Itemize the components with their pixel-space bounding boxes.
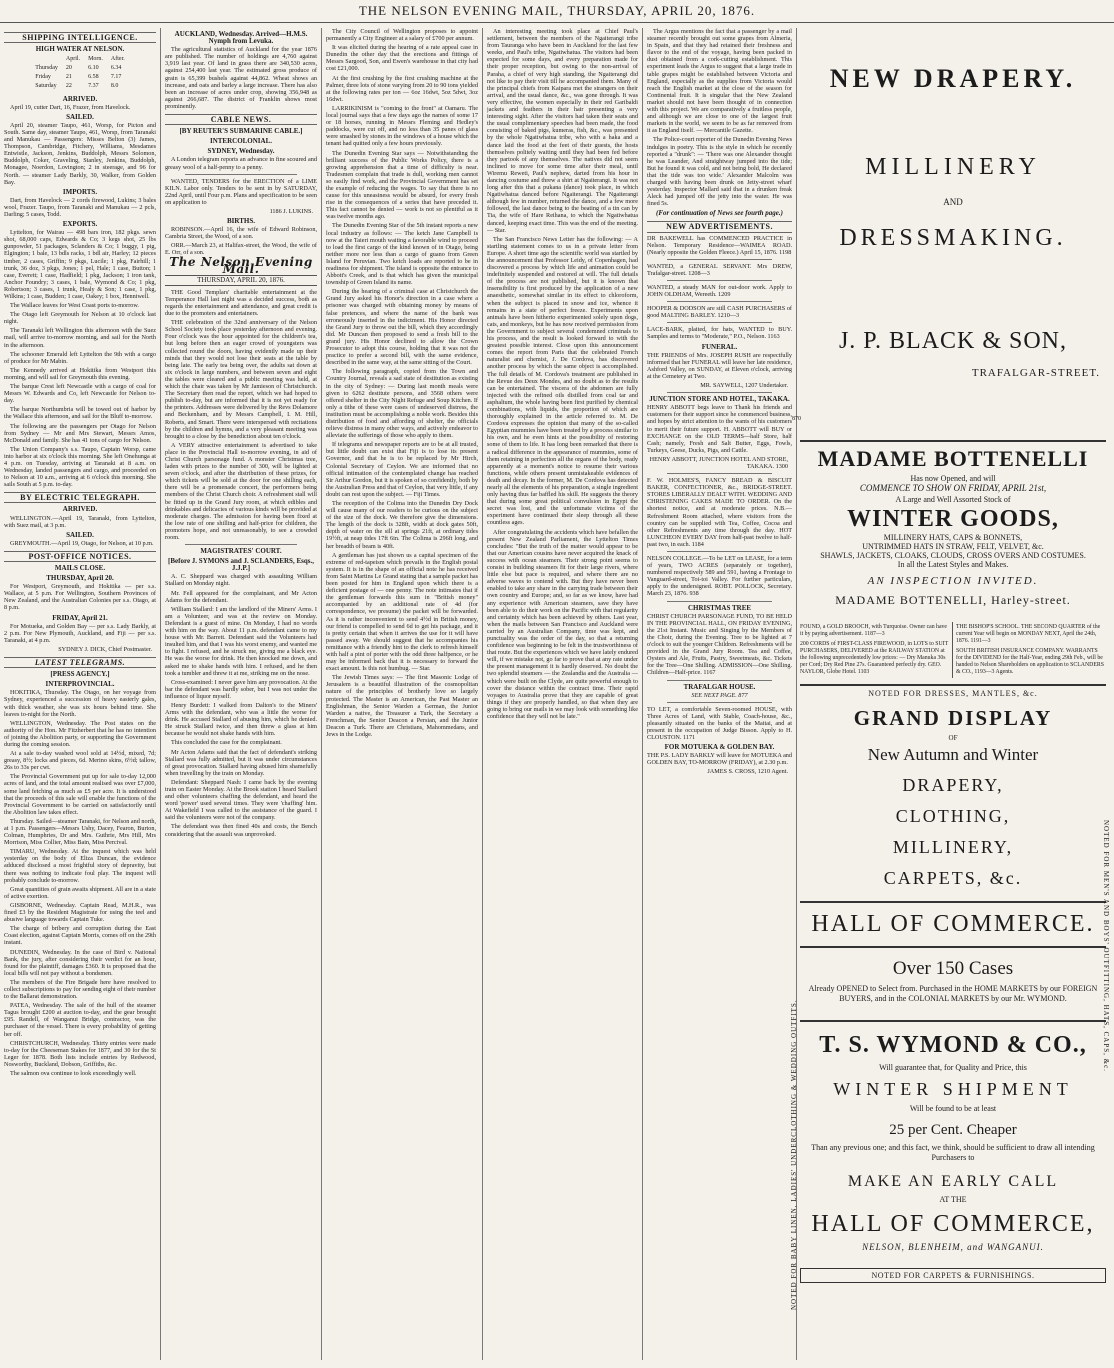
tide-cell: 6.58: [88, 74, 99, 81]
paragraph: For Motueka, and Golden Bay — per s.s. Lady Barkly, at 2 p.m. For New Plymouth, Auckland, and Fiji — per s.s. Taranaki, at 4 p.m.: [4, 622, 156, 644]
small-ads-left: [800, 624, 948, 676]
tide-header-cell: April.: [65, 56, 81, 63]
subheading: CHRISTMAS TREE: [687, 603, 752, 612]
ad-advertiser: T. S. WYMOND & CO.,: [800, 1020, 1106, 1059]
paragraph: A gentleman has just shown us a capital specimen of the extreme of red-tapeism which prevails in the English postal system. It is in the shape of an official note he has received from Saint Martins Le Grand stating that a sample packet has been posted for him in England upon which there is a deficient postage of — one penny. The note intimates that if the gentleman forwards this sum in "British money" accompanied by an additional rate of 4d (for correspondence, we presume) the packet will be forwarded. As it is rather inconvenient to send 4½d in British money, our friend is compelled to send 6d to get his package, and it is pretty certain that when it arrives the use for it will have passed away. We should suggest that he accompanies his remittance with a friendly hint to the clerk to refresh himself with half a pint of porter with the odd three halfpence, or he may be informed back that it is necessary to forward the exact amount. Is this not humbug. — Star.: [326, 551, 478, 673]
continuation-note: (For continuation of News see fourth page.): [656, 209, 783, 218]
ad-line: WINTER GOODS,: [847, 506, 1059, 532]
paragraph: ROBINSON.—April 16, the wife of Edward Robinson, Cambria Street, the Wood, of a son.: [165, 226, 317, 241]
ad-body: Will be found to be at least: [909, 1104, 997, 1113]
paragraph: The Police-court reporter of the Dunedin Evening News indulges in poetry. This is the style in which he recently reported a "drunk": — 'There was one Alexander thought he was Leander, And straightway jumped into the tide; But he found it was cold, and not being bold, He declared that the tide was too wide.' Alexander Malcolm was charged with having been drunk on Jetty-street wharf yesterday. Inspector Mallard said that in a drunken freak Aleck had jumped off the jetty into the water. He was fined 5s.: [647, 136, 792, 208]
classified-ad: LACE-BARK, plaited, for hats, WANTED to BUY. Samples and terms to "Moderate," P.O., Nelson. 1163: [647, 326, 792, 341]
ship-notes: [4, 302, 156, 488]
column-news: [326, 28, 478, 1360]
subheading: BIRTHS.: [227, 217, 255, 226]
paragraph: GISBORNE, Wednesday. Captain Read, M.H.R., was fined £3 by the Resident Magistrate for using the teel and abusive language towards Captain Tuke.: [4, 901, 156, 924]
paragraph: The schooner Emerald left Lyttelton the 9th with a cargo of produce for Mr Mabin.: [4, 350, 156, 365]
classified-ad: FOUND, a GOLD BROOCH, with Turquoise. Owner can have it by paying advertisement. 1187—3: [800, 624, 948, 637]
ad-bottenelli: [800, 440, 1106, 622]
ad-line: MILLINERY,: [892, 837, 1014, 857]
classified-ad: TO LET, a comfortable Seven-roomed HOUSE, with Three Acres of Land, with Stable, Coach-house, &c., pleasantly situated on the banks of the Maitai, and at present in the occupation of Judge Bisson. Apply to H. CLOUSTON. 1171: [647, 705, 792, 742]
ad-hall-of-commerce: [800, 684, 1106, 1356]
classified-ad: THE FRIENDS of Mrs. JOSEPH RUSH are respectfully informed that her FUNERAL will leave her late residence, Ashford Valley, on SUNDAY, at Eleven o'clock, arriving at the Cemetery at Two.: [647, 351, 792, 380]
divider: [667, 280, 772, 281]
tide-table: [30, 54, 130, 92]
paragraph: Great quantities of grain awaits shipment. All are in a state of active exertion.: [4, 885, 156, 900]
paragraph: The Taranaki left Wellington this afternoon with the Suez mail, will arrive to-morrow morning, and sail for the North in the afternoon.: [4, 327, 156, 349]
tide-cell: Thursday: [35, 65, 58, 72]
editorial-masthead: The Nelson Evening Mail.: [169, 254, 313, 276]
subheading: SAILED.: [66, 530, 94, 539]
divider: [667, 702, 772, 703]
ad-line: NELSON, BLENHEIM, and WANGANUI.: [862, 1242, 1044, 1252]
ad-footer: NOTED FOR CARPETS & FURNISHINGS.: [800, 1268, 1106, 1283]
small-ads-right: [956, 624, 1104, 676]
paragraph: The following are the passengers per Otago for Nelson from Sydney — Mr and Mrs Stewart, Messrs Amos, McDonald and family. She has 41 tons of cargo for Nelson.: [4, 422, 156, 444]
ad-line: WINTER SHIPMENT: [833, 1079, 1073, 1099]
paragraph: The reception of the Colima into the Dunedin Dry Dock will cause many of our readers to be curious on the subject of the size of the dock. We therefore give the dimensions. The length of the dock is 328ft, width at dock gates 50ft, depth of water on the sill at springs 21ft, at ordinary tides 19½ft, at neap tides 17ft 6in. The Colima is 296ft long, and her breadth of beam is 40ft.: [326, 500, 478, 550]
column-rule: [952, 622, 953, 678]
paragraph: The salmon ova continue to look exceedingly well.: [10, 1070, 137, 1077]
paragraph: Thursday. Sailed—steamer Taranaki, for Nelson and north, at 1 p.m. Passengers—Messrs Ushy, Dacey, Fearon, Burton, Colman, Humphries, Dr and Mrs. Guthrie, Mrs Hill, Mrs Morrison, Miss Collier, Miss Bain, Miss Percival.: [4, 817, 156, 847]
divider: [667, 301, 772, 302]
column-advertisements: [647, 28, 792, 1360]
subheading: FOR MOTUEKA & GOLDEN BAY.: [664, 743, 775, 752]
paragraph: The Jewish Times says: — The first Masonic Lodge of Jerusalem is a beautiful illustration of the cosmopolitan nature of the principles of brotherly love so largely protected. The Master is an American, the Past Master an Englishman, the Senior Warden a German, the Junior Warden a native, the Treasurer a Turk, the Secretary a Frenchman, the Senior Deacon a Persian, and the Junior Deacon a Turk. There are Christians, Mahommedans, and Jews in the Lodge.: [326, 674, 478, 738]
ad-line: CLOTHING,: [895, 806, 1011, 826]
subheading: THURSDAY, April 20.: [46, 574, 114, 583]
signature: JAMES S. CROSS, 1210 Agent.: [707, 768, 788, 776]
section-heading: LATEST TELEGRAMS.: [4, 657, 156, 668]
tide-header-cell: [32, 56, 61, 63]
ad-line: Has now Opened, and will: [910, 474, 996, 483]
classified-ad: THE BISHOP'S SCHOOL. THE SECOND QUARTER of the current Year will begin on MONDAY NEXT, April the 24th, 1876. 1191—3: [956, 624, 1101, 644]
divider: [667, 392, 772, 393]
tide-cell: 21: [65, 74, 72, 81]
ad-headline: NEW DRAPERY.: [829, 64, 1077, 93]
ad-body: Already OPENED to Select from. Purchased in the HOME MARKETS by our FOREIGN BUYERS, and in the COLONIAL MARKETS by our Mr. WYMOND.: [808, 984, 1098, 1003]
ad-line: MILLINERY: [865, 154, 1041, 180]
classified-ad: HENRY ABBOTT begs leave to Thank his friends and customers for their support since he commenced business, and hopes by strict attention to the wants of his customers to merit their future support. H. ABBOTT will BUY or EXCHANGE on the OLD TERMS—half Store, half Cash; namely, Fresh and Salt Butter, Eggs, Fowls, Turkeys, Geese, Ducks, Pigs, and Cattle.: [647, 404, 792, 454]
paragraph: After congratulating the accidents which have befallen the present New Zealand Parliament, the Lyttelton Times concludes: "But the truth of the matter would appear to be that our American cousins have never acquired the knack of success with ocean steamers. Their strong point seems to consist in building steamers fit for their large rivers, where little else but pace is required, and where there are no adverse waves to contend with. But they have never been enabled to take any share in the carrying trade between their own country and Europe; and, so far as we know, have had any experience with American steamers, save they have been able to do their work on the Pacific with that regularity and certainty which has been achieved by others. Last year, when the mails between San Francisco and Auckland were carried by an Australian Company, time was kept, and punctuality was the order of the day, so that a returning confidence was beginning to be felt in the trustworthiness of that route. But the experiences which we have lately endured will, if we mistake not, go far to prove that at any rate under the present management it is hardly deserved. No doubt the two splendid steamers — the Zealandia and the Australia — which were built on the Clyde, are quite powerful enough to cover the distance within the contract time. Their rapid voyages to Australia prove that they are capable of great things if they are properly handled, so that when they are going to bring our mails in we may look with something like confidence that they will not be late.": [487, 528, 638, 720]
ad-number: 870: [792, 416, 801, 422]
divider: [667, 680, 772, 681]
paragraph: The Wallace leaves for West Coast ports to-morrow.: [10, 302, 139, 310]
paragraph: The members of the Fire Brigade here have resolved to collect subscriptions to pay for sending eight of their number to the Ballarat demonstration.: [4, 978, 156, 1001]
paragraph: HOKITIKA, Thursday. The Otago, on her voyage from Sydney, experienced a succession of heavy easterly gales, with thick weather, she was six hours behind time. She leaves to-night for the North.: [4, 689, 156, 718]
paragraph: The Provincial Government put up for sale to-day 12,000 acres of land, and the total amount realised was over £7,000, some land fetching as much as £5 per acre. It is understood that the proceeds of this sale will enable the functions of the Provincial Government to be carried on satisfactorily until the Abolition law takes effect.: [4, 773, 156, 816]
paragraph: The defendant was then fined 40s and costs, the Bench considering that the assault was unprovoked.: [165, 823, 317, 838]
tide-header-cell: After.: [110, 56, 125, 63]
paragraph: The Otago left Greymouth for Nelson at 10 o'clock last night.: [4, 311, 156, 326]
paragraph: William Stallard: I am the landlord of the Miners' Arms. I am a Volunteer, and was at the review on Monday. Defendant is a guest of mine. On Monday, I had no words with him on the way. About 11 p.m. defendant came to my house with Mr. Barrett. Defendant said the Volunteers had insulted him, and that I was his worst enemy, and wanted me to fight. I refused, and he struck me, giving me a black eye. He was the worse for drink. He then knocked me down, and asked me to shake hands with him. I refused, and he then took a tumbler and threw it at me, striking me on the nose.: [165, 605, 317, 677]
column-shipping: [4, 28, 156, 1360]
paragraph: April 20, steamer Taupo, 461, Worsp, for Picton and South. Same day, steamer Taupo, 461, Worsp, from Taranaki and Manukau — Passengers: Misses Belton (3) James, Thompson, Cambridge, Fitchery, Williams, Mesdames Entwistle, Jackson, Jenkins, Buddolph, Messrs Solomon, Buddolph, Coker, Graveling, Stanley, Jenkins, Buddolph, Monagee, Noerdon, Lovington; 2 in steerage, and 96 for North. — steamer Lady Barkly, 30, Walker, from Golden Bay.: [4, 121, 156, 186]
tide-cell: 20: [65, 65, 72, 72]
classified-ad: THE P.S. LADY BARKLY will leave for MOTUEKA and GOLDEN BAY, TO-MORROW (FRIDAY), at 2.30 p.m.: [647, 752, 792, 767]
ad-line: New Autumn and Winter: [867, 745, 1039, 764]
signature: MR. SAYWELL, 1207 Undertaker.: [700, 382, 788, 390]
subheading: AUCKLAND, Wednesday. Arrived—H.M.S. Nymph from Levuka.: [174, 30, 308, 46]
paragraph: The agricultural statistics of Auckland for the year 1876 are published. The number of holdings are 4,760 against 3,919 last year. Of land in grass there are 340,530 acres, against 254,400 last year. The estimated gross produce of grain is 65,399 bushels against 44,862. Wheat shows an increase, and oats and barley a large increase. There has also been an increase of acres under crop, showing 356,948 as against 266,687. The district of Franklin shows most prominently.: [165, 46, 317, 110]
classified-ad: WANTED, a steady MAN for out-door work. Apply to JOHN OLDHAM, Wereeth. 1209: [647, 284, 792, 299]
paragraph: THE celebration of the 32nd anniversary of the Nelson School Society took place yesterday afternoon and evening. Four o'clock was the hour appointed for the children's tea, but long before then an eager crowd of youngsters was collected round the doors, having evidently made up their minds that they would not lose their seats at the table by being late. The early tea being over, the adults sat down at six o'clock in large numbers, and between seven and eight the tables were cleared and a public meeting was held, at which the chair was taken by Mr Jamieson of Christchurch. The Secretary then read the report, which we had hoped to publish to-day, but are informed that it is not yet ready for the printers. Addresses were delivered by the Revs Dolamore and Beckenham, and by Messrs Campbell, I. M. Hill, Roberts, and Smart. There were interspersed with recitations by the children and hymns, and a very pleasant meeting was brought to a close by the benediction about ten o'clock.: [165, 319, 317, 440]
ad-advertiser: MADAME BOTTENELLI, Harley-street.: [835, 593, 1071, 607]
ad-line: MAKE AN EARLY CALL: [847, 1173, 1059, 1190]
paragraph: WELLINGTON, Wednesday. The Post states on the authority of the Hon. Mr Fitzherbert that he has no intention of joining the Abolition party, or supporting the Government during the coming session.: [4, 719, 156, 748]
tide-cell: 7.17: [110, 74, 122, 81]
divider: [667, 473, 772, 474]
small-ads: [800, 622, 1106, 678]
subheading: [PRESS AGENCY.]: [50, 670, 110, 679]
ad-body: AT THE: [939, 1195, 967, 1204]
subheading: MAGISTRATES' COURT.: [200, 547, 282, 556]
signature: SYDNEY J. DICK, Chief Postmaster.: [58, 645, 152, 653]
ad-address: TRAFALGAR-STREET.: [971, 367, 1100, 379]
tide-header-row: [32, 56, 128, 63]
tide-row: [32, 65, 128, 72]
classified-ad: CHRIST CHURCH PARSONAGE FUND, TO BE HELD IN THE PROVINCIAL HALL, ON FRIDAY EVENING, the 21st Instant. Music and Singing by the Members of the Choir, during the Evening. Tree to be lighted at 7 o'clock to suit the younger Children. Refreshments will be provided in the Grand Jury Room. Tea and Coffee, Oysters and Ale, Fruits, Pastry, Sweetmeats, &c. Tickets for the Tree—One Shilling. ADMISSION—One Shilling. Children—Half-price. 1167: [647, 612, 792, 677]
tide-cell: Saturday: [35, 83, 57, 90]
masthead: [0, 0, 1114, 23]
paragraph: The Union Company's s.s. Taupo, Captain Worsp, came into harbor at six o'clock this morning. She left Onehunga at 4 p.m. on Tuesday, arriving at Taranaki at 8 a.m. on Wednesday, landed passengers and cargo, and proceeded on to Nelson at 10 a.m., arriving at 6 o'clock this morning. She sails South at 5 p.m. to-day.: [4, 445, 156, 489]
ad-line: DRESSMAKING.: [839, 225, 1067, 251]
paragraph: The Dunedin Evening Star of the 5th instant reports a new local industry as follows: — The ketch Jane Campbell is now at the Taieri mouth waiting a favorable wind to proceed to load the first cargo of the kind known of in Otago, being neither more nor less than a cargo of guano from Green Island for Peruvian. Two ketch loads are reported to be in readiness for shipment. The island is opposite the entrance to Abbott's Creek, and is that which has given the municipal township of Green Island its name.: [326, 222, 478, 287]
divider: [185, 174, 297, 175]
subheading: IMPORTS.: [62, 187, 98, 196]
paragraph: Defendant: Sheppard Nash: I came back by the evening train on Easter Monday. At the Brook station I heard Stallard and other volunteers chaffing the defendant, and heard the word 'power' used several times. They were 'chaffing' him. At Wakefield I was called to the assistance of the guard. I said the volunteers were not of the company.: [165, 778, 317, 822]
paragraph: Henry Burdett: I walked from Dalton's to the Miners' Arms with the defendant, who was a little the worse for drink. He accused Stallard of abusing him, which he denied. He struck Stallard twice, and then threw a glass at him because he would not shake hands with him.: [165, 701, 317, 738]
ad-line: In all the Latest Styles and Makes.: [897, 560, 1009, 569]
column-news-2: [487, 28, 638, 1360]
ad-headline: HALL OF COMMERCE,: [811, 1211, 1095, 1237]
paragraph: Mr. Fell appeared for the complainant, and Mr Acton Adams for the defendant.: [165, 589, 317, 604]
ad-line: AN INSPECTION INVITED.: [867, 575, 1039, 587]
paragraph: The City Council of Wellington proposes to appoint permanently a City Engineer at a salary of £700 per annum.: [326, 28, 478, 43]
classified-ad: WANTED, a GENERAL SERVANT. Mrs DREW, Trafalgar-street. 1208—3: [647, 262, 792, 277]
tide-cell: 6.34: [110, 65, 122, 72]
paragraph: PATEA, Wednesday. The sale of the hull of the steamer Tagus brought £200 at auction to-day, and the gear brought £95. Randell, of Wanganui Bridge, contractor, was the purchaser of the vessel. There is every probability of getting her off.: [4, 1002, 156, 1038]
ad-headline: HALL OF COMMERCE.: [800, 901, 1106, 948]
paragraph: Mr Acton Adams said that the fact of defendant's striking Stallard was fully admitted, but it was under circumstances of great provocation. Stallard having abused him shamefully when travelling by the train on Monday.: [165, 748, 317, 777]
paragraph: April 19, cutter Dart, 16, Frazer, from Havelock.: [10, 103, 131, 111]
tide-row: [32, 74, 128, 81]
ad-line: NOTED FOR DRESSES, MANTLES, &c.: [868, 689, 1038, 698]
masthead-title: THE NELSON EVENING MAIL, THURSDAY, APRIL 20, 1876.: [358, 3, 756, 18]
signature: HENRY ABBOTT, JUNCTION HOTEL AND STORE, TAKAKA. 1300: [649, 455, 788, 470]
paragraph: WELLINGTON.—April 19, Taranaki, from Lyttelton, with Suez mail, at 3 p.m.: [4, 514, 156, 529]
paragraph: The Dunedin Evening Star says — Notwithstanding the brilliant success of the Public Works Policy, there is a growing apprehension that a time of difficulty is near. Tradesmen complain that trade is dull, working men cannot so easily find work, and the Provincial Government has set the example of reducing the wages. To say that there is no cause for this uneasiness would be absurd, for every fresh rise in the consequences of a series that have preceded it. This fact cannot be denied — work is not so plentiful as it was twelve months ago.: [326, 149, 478, 221]
tender-ad: WANTED, TENDERS for the ERECTION of a LIME KILN. Labor only. Tenders to be sent in by SATURDAY, 22nd April, until Four p.m. Plans and specification to be seen on application to: [165, 177, 317, 206]
telegram-list: [4, 689, 156, 1077]
paragraph: It was elicited during the hearing of a rate appeal case in Dunedin the other day that the erections and fittings of Messrs Sargood, Son, and Ewen's warehouse in that city had cost £21,000.: [326, 44, 478, 73]
paragraph: The barque Crest left Newcastle with a cargo of coal for Messrs W. Edwards and Co, left Newcastle for Nelson to-day.: [4, 383, 156, 405]
paragraph: During the hearing of a criminal case at Christchurch the Grand Jury asked his Honor's direction in a case where a prisoner was charged with obtaining money by means of false pretences, and where the name of the bank was erroneously inserted in the indictment. His Honor directed the Grand Jury to throw out the bill, which they accordingly did. Mr Duncan then proposed to send a fresh bill to the grand jury. His Honor declined to allow the Crown Prosecutor to adopt this course, holding that it was not the practice to prefer a second bill, with the same evidence, described in the same way, at the same sitting of the Court.: [326, 288, 478, 367]
paragraph: Dart, from Havelock — 2 cords firewood, Lukins; 3 bales wool, Frazer. Taupo, from Taranaki and Manukau — 2 pcls, Darling; 5 cases, Todd.: [4, 196, 156, 218]
column-rule: [482, 28, 483, 1360]
paragraph: TIMARU, Wednesday. At the inquest which was held yesterday on the body of Eliza Duncan, the evidence adduced disclosed a most frightful story of depravity, but there was nothing to indicate foul play. The inquest will probably conclude to-morrow.: [4, 848, 156, 884]
tide-header-cell: Morn.: [88, 56, 103, 63]
tide-title: HIGH WATER AT NELSON.: [35, 45, 125, 54]
classified-ad: SOUTH BRITISH INSURANCE COMPANY. WARRANTS for the DIVIDEND for the Half-Year, ending 29th Feb., will be handed to Nelson Shareholders on application to SCLANDERS & CO., 1193—3 Agents.: [956, 648, 1104, 675]
ad-headline: GRAND DISPLAY: [853, 706, 1053, 730]
ad-body: Than any previous one; and this fact, we think, should be sufficient to draw all intending Purchasers to: [811, 1143, 1095, 1162]
paragraph: ORR.—March 23, at Halifax-street, the Wood, the wife of E. Orr, of a son.: [165, 242, 317, 257]
paragraph: A VERY attractive entertainment is advertised to take place in the Provincial Hall to-morrow evening, in aid of Christ Church parsonage fund. A monster Christmas tree, laden with prizes to the number of 300, will be lighted at seven o'clock, and after the distribution of these prizes, for which tickets will be sold at the door for one shilling each, there will be a promenade concert, the performers being members of the Christ Church choir. A refreshment stall will be fitted up in the Grand Jury room, at which edibles and drinkables and delicacies of various kinds will be provided at moderate charges. The admission for having been fixed at the low rate of one shilling and half-price for children, the promoters hope, and not unreasonably, to see a crowded room.: [165, 441, 317, 541]
paragraph: The San Francisco News Letter has the following: — A startling statement comes to us in a private letter from Europe. A short time ago the scientific world was startled by the announcement that Professor Leidy, of Copenhagen, had discovered a process by which life and animation could be indefinitely suspended and restored at will. The full details of the process are not published, but it is known that insensibility is first produced by the application of a new anaesthetic, somewhat similar in its effect to chloroform, when the subject is placed in snow and ice, whence it remains in a state of perfect freeze. Experiments upon animals have been hitherto experimented solely upon dogs, cats, and monkeys, but he has now received permission from the Government to subject several condemned criminals to his process, and the result is looked forward to with the greatest possible interest. Close upon this announcement comes the report from Paris that the celebrated French naturalist and chemist, J. De Cordova, has discovered another process by which the same object is accomplished. The full details of M. Cordova's treatment are published in the Revue des Deux Mondes, and no doubt as to the results can be entertained. The viscera of the abdomen are fully injected with the refined oils distilled from coal tar and asphaltum, the whole having been first purified by chemical combinations, with liquids, the proportion of which are thoroughly explained in the article referred to. M. De Cordova expresses the opinion that many of the so-called Egyptian mummies have been treated by a process similar to his own, and he even hints at the possibility of restoring some of them to life. It has long been remarked that there is a radical difference in the appearance of mummies, some of them retaining in perfection all the organs of the body, ready apparently at a moment's notice to resume their various functions, while others present unmistakeable evidences of death and decay. In the former, M. De Cordova has detected nearly all the elements of his preparation, a single ingredient only having thus far baffled his skill. He suggests the theory that during some great political convulsion in Egypt the secret was lost, and the unfortunate victims of the experiment have continued their sleep through all these countless ages.: [487, 235, 638, 527]
ad-line: 25 per Cent. Cheaper: [889, 1122, 1017, 1138]
section-heading: BY ELECTRIC TELEGRAPH.: [4, 492, 156, 503]
paragraph: DUNEDIN, Wednesday. In the case of Bird v. National Bank, the jury, after considering their verdict for an hour, found for the plaintiff, damages £360. It is proposed that the local bills will not pay without a bondsmen.: [4, 948, 156, 977]
paragraph: CHRISTCHURCH, Wednesday. Thirty entries were made to-day for the Cheeseman Stakes for 1877, and 30 for the St Leger for 1878. Both lists include entries by Redwood, Nosworthy, Buckland, Dobson, Griffiths, &c.: [4, 1039, 156, 1068]
subheading: ARRIVED.: [62, 505, 98, 514]
ad-line: SHAWLS, JACKETS, CLOAKS, CLOUDS, CROSS OVERS AND COSTUMES.: [820, 551, 1086, 560]
paragraph: The Kennedy arrived at Hokitika from Westport this morning, and will sail for Greymouth this evening.: [4, 366, 156, 381]
subheading: EXPORTS.: [62, 220, 98, 229]
tide-cell: 8.0: [110, 83, 119, 90]
divider: [667, 322, 772, 323]
vertical-ad-text: NOTED FOR MEN'S AND BOYS' OUTFITTING, HATS, CAPS, &c.: [1102, 820, 1110, 1072]
ad-line: AND: [943, 197, 963, 207]
classified-ad: F. W. HOLMES'S, FANCY BREAD & BISCUIT BAKER, CONFECTIONER, &c., BRIDGE-STREET. STORES LIBERALLY DEALT WITH. WEDDING AND CHRISTENING CAKES MADE TO ORDER. On the shortest notice, and at moderate prices. N.B.—Refreshment Room attached, where visitors from the country can be supplied with Tea, Coffee, Cocoa and other Refreshments any time through the day. HOT LUNCHEON EVERY DAY from half-past twelve to half-past two, in each. 1184: [647, 477, 792, 548]
subheading: MAILS CLOSE.: [54, 564, 106, 572]
tide-cell: 6.10: [88, 65, 99, 72]
paragraph: A. C. Sheppard was charged with assaulting William Stallard on Monday night.: [165, 573, 317, 588]
ad-line: COMMENCE TO SHOW ON FRIDAY, APRIL 21st,: [859, 483, 1047, 493]
classified-ad: DR BAKEWELL has COMMENCED PRACTICE in Nelson. Temporary Residence—WAIMEA ROAD. (Nearly opposite the Golden Fleece.) April 15, 1876. 1198: [647, 234, 792, 256]
section-heading: POST-OFFICE NOTICES.: [4, 551, 156, 562]
divider: [667, 551, 772, 552]
ad-line: CARPETS, &c.: [883, 868, 1023, 888]
classified-ad: SEE NEXT PAGE. 877: [691, 691, 748, 699]
ad-line: UNTRIMMED HATS IN STRAW, FELT, VELVET, &c.: [862, 542, 1044, 551]
subheading: JUNCTION STORE AND HOTEL, TAKAKA.: [649, 395, 790, 404]
tide-cell: 7.37: [88, 83, 99, 90]
section-heading: SHIPPING INTELLIGENCE.: [4, 32, 156, 43]
paragraph: The following paragraph, copied from the Town and Country Journal, reveals a sad state of destitution as existing in the city of Sydney: — During last month meals were given to 6262 destitute persons, and 3568 others were offered shelter in the City Night Refuge and Soup Kitchen. If only a tithe of these were cases of undeserved distress, the institution must be accomplishing a noble work. Besides this distribution of food and affording of shelter, the officials relieve distress in many other ways, and actively endeavor to alleviate the sufferings of those who apply to them.: [326, 368, 478, 440]
paragraph: LARRIKINISM is "coming to the front" at Oamaru. The local journal says that a few days ago the names of some 17 or 18 horses, running in Messrs Fleming and Hedley's paddocks, were cut off, and no less than 35 panes of glass were smashed by stones in the windows of a house which the tenant had quitted only a few hours previously.: [326, 104, 478, 148]
paragraph: Lyttelton, for Wairau — 498 bars iron, 182 pkgs. sewn shot, 68,000 caps, Edwards & Co; 3 kegs shot, 25 lbs gunpowder, 51 packages, Sclanders & Co; 1 buggy, 1 pig, Elgington; 1 bale, 13 bdls racks, 1 bdl air, Harley; 12 pieces timber, 2 cases, Griffin; 9 pkgs, Lucile; 1 pkg, Fairhill; 1 trunk, 36 doz, 3 pkgs, Jones; 1 pel, Hale; 1 case, Button; 1 case, Everett; 1 case, Hadfield; 1 pkg, Jackson; 1 iron tank, Anchor Foundry; 3 cases, 1 bale, Wymond & Co; 1 pkg, Robertson; 3 cases, 1 trunk, Healy & Son; 1 case, 1 pkg, Wilkins; 1 case, Budden; 1 case, Oakey; 1 box, Henniwell.: [4, 229, 156, 300]
subheading: INTERPROVINCIAL.: [45, 680, 115, 689]
paragraph: A London telegram reports an advance in fine scoured and greasy wool of a half-penny to a penny.: [165, 156, 317, 171]
column-rule: [321, 28, 322, 1360]
subheading: TRAFALGAR HOUSE.: [683, 682, 756, 691]
column-rule: [160, 28, 161, 1360]
subheading: ARRIVED.: [62, 94, 98, 103]
ad-advertiser: J. P. BLACK & SON,: [838, 328, 1068, 354]
signature: 1186 J. LUKINS.: [269, 207, 313, 215]
subheading: FUNERAL.: [701, 342, 738, 351]
paragraph: For Westport, Greymouth, and Hokitika — per s.s. Wallace, at 5 p.m. For Wellington, Southern Provinces of New Zealand, and the Australian Colonies per s.s. Otago, at 8 p.m.: [4, 583, 156, 612]
vertical-ad-text: NOTED FOR BABY LINEN, LADIES' UNDERCLOTHING & WEDDING OUTFITS.: [790, 999, 798, 1310]
paragraph: The barque Northumbria will be towed out of harbor by the Wallace this afternoon, and sail for the Bluff to-morrow.: [4, 406, 156, 421]
paragraph: At the first crushing by the first crushing machine at the Palmer, three lots of stone varying from 20 to 90 tons yielded at the following rates per ton — 6oz 16dwt, 5oz 5dwt, 3oz 16dwt.: [326, 74, 478, 103]
paragraph: Cross-examined: I never gave him any provocation. At the bar the defendant was hardly sober, but I was not under the influence of liquor myself.: [165, 678, 317, 700]
paragraph: This concluded the case for the complainant.: [171, 739, 282, 747]
paragraph: If telegrams and newspaper reports are to be at all trusted, but little doubt can exist that Fiji is to lose its present Governor, and that he is to be replaced by Mr Hirch, Colonial Secretary of Ceylon. We are informed that no official intimation of the contemplated change has reached Sir Arthur Gordon, but it is spoken of so confidently, both by the Australian Press and that of Ceylon, that very little, if any doubt can rest upon the subject. — Fiji Times.: [326, 441, 478, 498]
ad-line: MILLINERY HATS, CAPS & BONNETS,: [883, 533, 1023, 542]
paragraph: THE Good Templars' charitable entertainment at the Temperance Hall last night was a decided success, both as regards the entertainment and attendance, and great credit is due to the promoters and entertainers.: [165, 288, 317, 318]
section-heading: CABLE NEWS.: [165, 114, 317, 125]
paragraph: The charge of bribery and corruption during the East Coast election, against Captain Morris, comes off on the 29th instant.: [4, 925, 156, 947]
ad-line: Over 150 Cases: [892, 958, 1014, 979]
ad-body: Will guarantee that, for Quality and Price, this: [879, 1063, 1027, 1072]
classified-ads: [647, 235, 792, 776]
subheading: SAILED.: [66, 112, 94, 121]
subheading: FRIDAY, April 21.: [52, 613, 108, 622]
ad-headline: MADAME BOTTENELLI: [817, 446, 1089, 471]
paragraph: GREYMOUTH.—April 19, Otago, for Nelson, at 10 p.m.: [10, 539, 154, 547]
tide-row: [32, 83, 128, 90]
ad-line: DRAPERY,: [902, 775, 1004, 795]
divider: [667, 601, 772, 602]
tide-cell: 22: [65, 83, 72, 90]
ad-new-drapery: [792, 28, 1106, 436]
column-rule: [642, 28, 643, 1360]
divider: [185, 544, 297, 545]
editorial-date: THURSDAY, APRIL 20, 1876.: [165, 275, 317, 286]
paragraph: The Argus mentions the fact that a passenger by a mail steamer recently brought out some grapes from Almeria, in Spain, and that they had retained their freshness and flavor to the end of the voyage, having been packed in dust obtained from a cork-cutting establishment. This experiment leads the Argus to suggest that a large trade in table grapes might be established between Victoria and England, especially as the supplies from Victoria would reach the English market at the close of the season for Continental fruit. It is singular that the New Zealand market should not have been thought of in connection with this project. We are comparatively a fruitless people, and although we are close to one of the largest fruit markets in the world, we seem to be as far removed from it as England itself. — Mercantile Gazette.: [647, 28, 792, 135]
classified-ad: 200 CORDS of FIRST-CLASS FIREWOOD, in LOTS to SUIT PURCHASERS, DELIVERED at the RAILWAY STATION at the following unprecedentedly low prices: — Dry Manuka 30s per Cord; Dry Red Pine 27s. Guaranteed perfectly dry. GEO. NAYLOR, Globe Hotel. 1103: [800, 641, 949, 675]
subheading: SYDNEY, Wednesday.: [207, 147, 275, 156]
tide-cell: Friday: [35, 74, 51, 81]
ad-line: A Large and Well Assorted Stock of: [895, 495, 1011, 504]
classified-ad: NELSON COLLEGE.—To be LET on LEASE, for a term of years, TWO ACRES (separately or together), numbered respectively 589 and 591, having a Frontage to Vanguard-street, Toi-toi Valley. For further particulars, apply to the undersigned. ROBT. POLLOCK, Secretary. March 23, 1876. 938: [647, 555, 792, 598]
subheading: [BY REUTER'S SUBMARINE CABLE.]: [179, 127, 303, 136]
paragraph: An interesting meeting took place at Chief Paul's settlement, between the members of the Ngaiterangi tribe from Tauranga who have been in Auckland for the last few weeks, and Paul's tribe, Ngatiwhatua. The visitors had been expected for some days, and every preparation made for their proper reception, but owing to the non-arrival of Paraha, a chief of very high standing, the Ngaiterangi did not like to pay their visit till he accompanied them. Many of the principal chiefs from Kaipara met the strangers on their arrival, and the usual dance, &c., was gone through. It was very effective, the women especially in their red Garibaldi jackets and feathers in their hair presenting a very interesting sight. After the visitors had taken their seats and the usual complimentary speeches had been made, the food consisting of baked pigs, kumeras, fish, &c., was presented by the whole Ngatiwhatua tribe, who with a haka and a dance laid the food at the feet of their guests, the hosts themselves politely waiting until they had been fed before they partook of any themselves. The natives did not seem inclined to move for some time after their meal, until Wiremu Reweti, Paul's nephew, darted from his hour in dancing costume and threw a shirt at Ngaiterangi. It was not long after this that a pukana (dance) took place, in which Ngatiwhatua danced before Ngaiterangi. The Ngaiterangi although few in number, returned the dance, and a few more followed, the last dance being to the beating of a tin can by Tia, the wife of Hare Reihana, to which the Ngatiwhatua danced, keeping exact time. This was the end of the meeting. — Star.: [487, 28, 638, 234]
column-cable-editorial: [165, 28, 317, 1360]
divider: [667, 259, 772, 260]
subheading: INTERCOLONIAL.: [209, 137, 273, 146]
classified-ad: HOOPER & DODSON are still CASH PURCHASERS of good MALTING BARLEY. 1210—3: [647, 305, 792, 320]
subheading: [Before J. SYMONS and J. SCLANDERS, Esqs., J.J.P.]: [168, 557, 314, 573]
ad-line: OF: [948, 734, 958, 742]
paragraph: At a sale to-day washed wool sold at 14½d, mixed, 7d; greasy, 8½; locks and pieces, 6d. Merino skins, 6½d; tallow, 26s to 33s per cwt.: [4, 750, 156, 772]
section-heading: NEW ADVERTISEMENTS.: [647, 221, 792, 232]
